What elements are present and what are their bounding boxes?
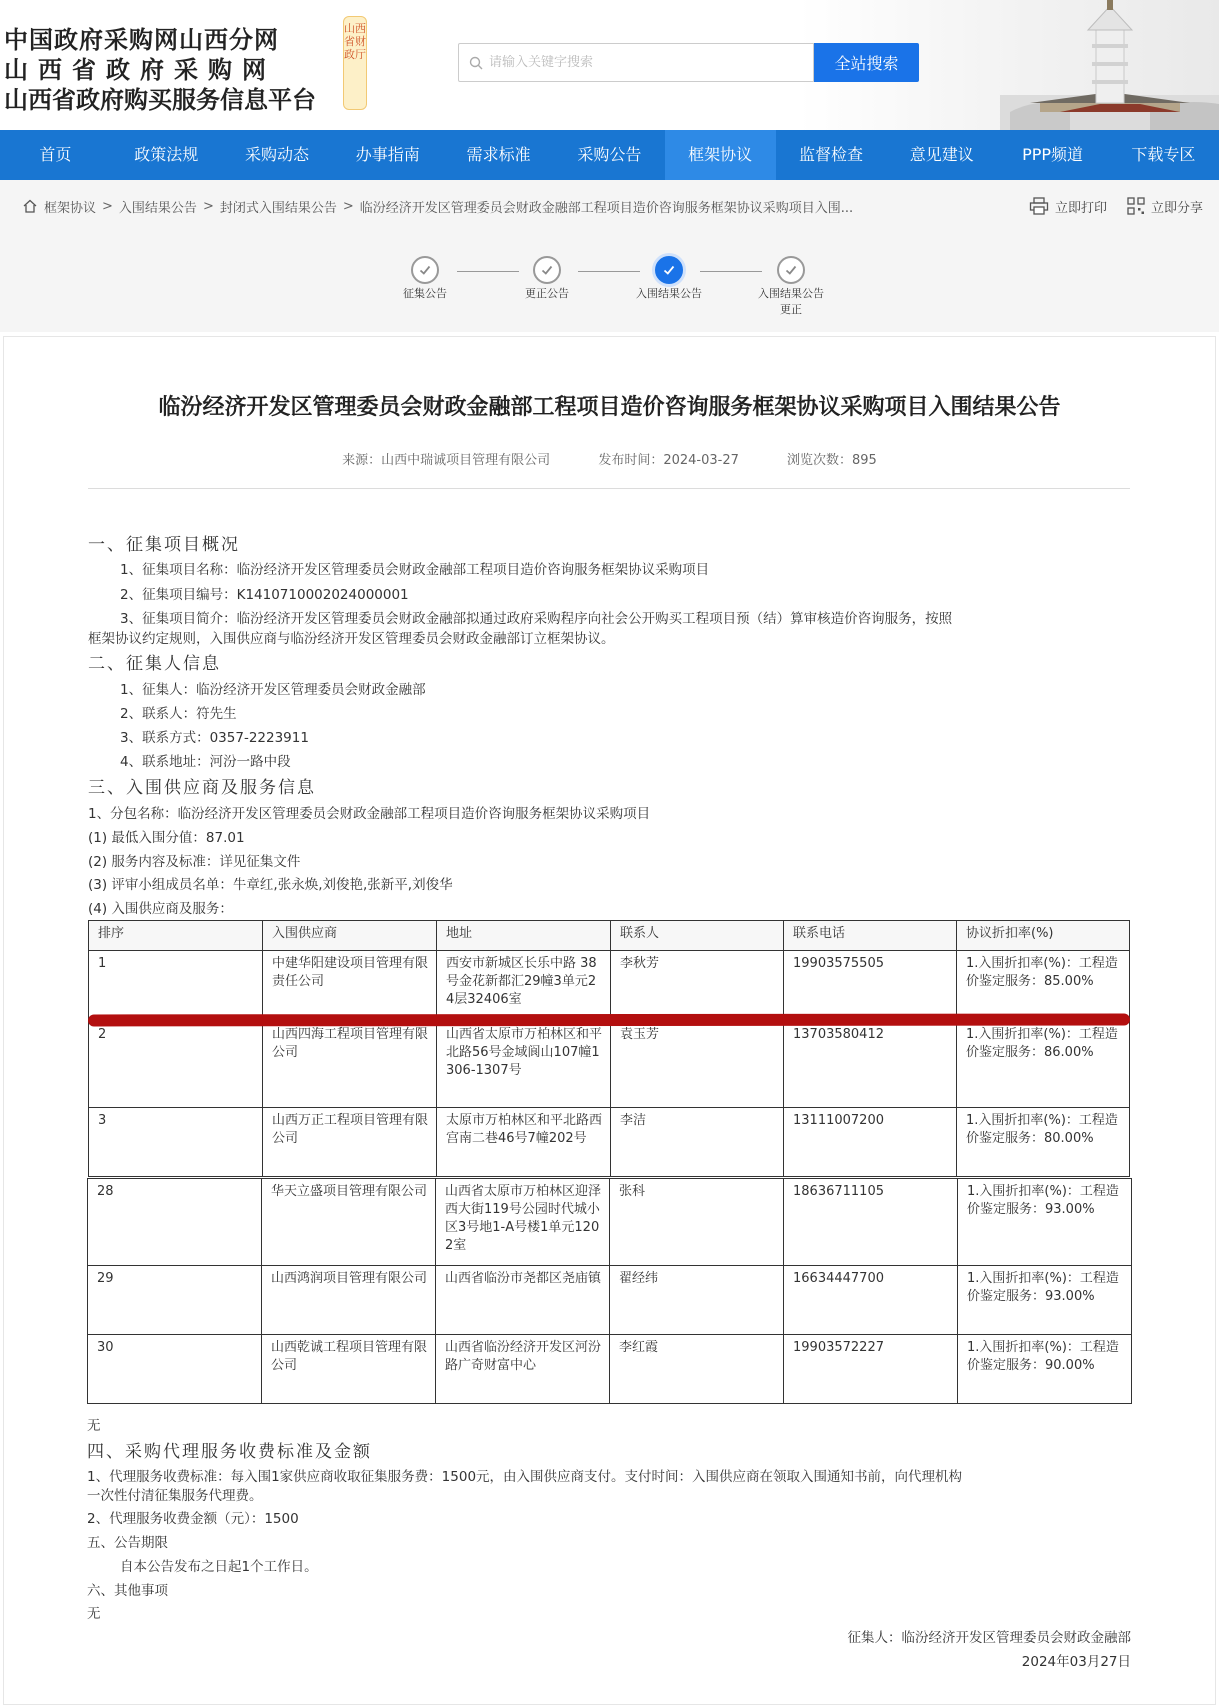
project-intro-cont: 框架协议约定规则，入围供应商与临汾经济开发区管理委员会财政金融部订立框架协议。 (88, 631, 615, 647)
site-header (0, 0, 1219, 130)
qrcode-icon (1127, 197, 1145, 215)
header-address: 地址 (437, 921, 611, 951)
table-row (88, 1335, 1132, 1404)
article-title: 临汾经济开发区管理委员会财政金融部工程项目造价咨询服务框架协议采购项目入围结果公告 (158, 395, 1061, 420)
step-result-correction[interactable] (751, 256, 831, 318)
breadcrumb-item-framework[interactable]: 框架协议 (44, 200, 97, 216)
cell-supplier: 山西鸿润项目管理有限公司 (262, 1266, 436, 1335)
nav-supervision[interactable]: 监督检查 (798, 145, 863, 164)
nav-downloads[interactable]: 下载专区 (1131, 145, 1196, 164)
nav-home[interactable]: 首页 (39, 145, 72, 164)
table-row (89, 951, 1130, 1022)
breadcrumb-item-closed-results[interactable]: 封闭式入围结果公告 (219, 200, 337, 216)
section-heading: 五、公告期限 (87, 1535, 168, 1551)
notice-period: 自本公告发布之日起1个工作日。 (120, 1559, 318, 1575)
cell-discount: 1.入围折扣率(%)：工程造价鉴定服务：80.00% (957, 1108, 1130, 1177)
cell-address: 太原市万柏林区和平北路西宫南二巷46号7幢202号 (437, 1108, 611, 1177)
contact-address: 4、联系地址：河汾一路中段 (120, 754, 291, 770)
cell-discount: 1.入围折扣率(%)：工程造价鉴定服务：90.00% (958, 1335, 1132, 1404)
table-header-row (89, 921, 1130, 951)
cell-contact: 张科 (610, 1179, 784, 1266)
cell-address: 西安市新城区长乐中路 38 号金花新都汇29幢3单元24层32406室 (437, 951, 611, 1022)
none-text: 无 (87, 1606, 101, 1622)
red-highlight-stroke (88, 1014, 1130, 1027)
logo-line-2[interactable]: 山西省政府采购网 (4, 56, 276, 84)
fee-amount: 2、代理服务收费金额（元）：1500 (87, 1511, 299, 1527)
article-source: 来源：山西中瑞诚项目管理有限公司 (342, 453, 551, 468)
printer-icon (1029, 197, 1049, 215)
cell-supplier: 中建华阳建设项目管理有限责任公司 (263, 951, 437, 1022)
table-row (88, 1266, 1132, 1335)
check-icon (655, 256, 683, 284)
share-label: 立即分享 (1150, 200, 1203, 216)
cell-rank: 30 (88, 1335, 262, 1404)
cell-supplier: 山西乾诚工程项目管理有限公司 (262, 1335, 436, 1404)
cell-phone: 13111007200 (784, 1108, 957, 1177)
article-publish-time: 发布时间：2024-03-27 (598, 453, 739, 468)
main-nav (0, 130, 1219, 180)
progress-steps (0, 232, 1219, 332)
step-label: 征集公告 (403, 287, 447, 300)
review-members: (3) 评审小组成员名单：牛章红,张永焕,刘俊艳,张新平,刘俊华 (88, 877, 453, 893)
cell-supplier: 华天立盛项目管理有限公司 (262, 1179, 436, 1266)
divider (88, 488, 1130, 489)
none-text: 无 (87, 1418, 101, 1434)
breadcrumb-separator: > (342, 198, 354, 214)
cell-address: 山西省太原市万柏林区迎泽西大街119号公园时代城小区3号地1-A号楼1单元1202室 (436, 1179, 610, 1266)
breadcrumb-item-current: 临汾经济开发区管理委员会财政金融部工程项目造价咨询服务框架协议采购项目入围... (359, 200, 854, 216)
fee-standard-cont: 一次性付清征集服务代理费。 (87, 1488, 263, 1504)
supplier-intro: (4) 入围供应商及服务： (88, 901, 233, 917)
nav-announcements[interactable]: 采购公告 (577, 145, 642, 164)
section-heading: 一、征集项目概况 (88, 535, 240, 555)
step-result[interactable] (629, 256, 709, 302)
print-label: 立即打印 (1054, 200, 1107, 216)
header-supplier: 入围供应商 (263, 921, 437, 951)
article-meta (0, 449, 1219, 468)
supplier-table-bottom (87, 1178, 1132, 1404)
nav-policy[interactable]: 政策法规 (134, 145, 199, 164)
cell-supplier: 山西万正工程项目管理有限公司 (263, 1108, 437, 1177)
cell-contact: 翟经纬 (610, 1266, 784, 1335)
cell-rank: 28 (88, 1179, 262, 1266)
supplier-table-top (88, 920, 1130, 1177)
page-actions (1029, 180, 1203, 232)
logo-line-3[interactable]: 山西省政府购买服务信息平台 (4, 86, 316, 114)
print-button[interactable] (1029, 197, 1107, 216)
header-contact: 联系人 (611, 921, 784, 951)
section-heading: 三、入围供应商及服务信息 (88, 778, 316, 798)
service-content: (2) 服务内容及标准：详见征集文件 (88, 854, 301, 870)
cell-discount: 1.入围折扣率(%)：工程造价鉴定服务：86.00% (957, 1022, 1130, 1108)
section-heading: 四、采购代理服务收费标准及金额 (87, 1442, 372, 1462)
search-input[interactable] (489, 55, 809, 70)
nav-news[interactable]: 采购动态 (244, 145, 309, 164)
cell-rank: 2 (89, 1022, 263, 1108)
table-row (89, 1108, 1130, 1177)
article-views: 浏览次数：895 (787, 453, 877, 468)
solicitor: 1、征集人：临汾经济开发区管理委员会财政金融部 (120, 682, 426, 698)
cell-discount: 1.入围折扣率(%)：工程造价鉴定服务：93.00% (958, 1179, 1132, 1266)
cell-phone: 18636711105 (784, 1179, 958, 1266)
project-intro: 3、征集项目简介：临汾经济开发区管理委员会财政金融部拟通过政府采购程序向社会公开购买工程项目预（结）算审核造价咨询服务，按照 (120, 611, 953, 627)
pagoda-illustration (1000, 0, 1219, 130)
nav-standards[interactable]: 需求标准 (466, 145, 531, 164)
nav-feedback[interactable]: 意见建议 (909, 145, 974, 164)
search-button[interactable]: 全站搜索 (814, 43, 919, 82)
step-label: 更正公告 (525, 287, 569, 300)
check-icon (533, 256, 561, 284)
search-icon (469, 56, 483, 70)
table-row (88, 1179, 1132, 1266)
step-correction[interactable] (507, 256, 587, 302)
nav-guide[interactable]: 办事指南 (355, 145, 420, 164)
cell-rank: 3 (89, 1108, 263, 1177)
home-icon[interactable] (22, 198, 38, 214)
breadcrumb-separator: > (202, 198, 214, 214)
check-icon (777, 256, 805, 284)
signature-date: 2024年03月27日 (1021, 1654, 1131, 1670)
section-heading: 二、征集人信息 (88, 654, 221, 674)
cell-contact: 李秋芳 (611, 951, 784, 1022)
package-name: 1、分包名称：临汾经济开发区管理委员会财政金融部工程项目造价咨询服务框架协议采购项目 (88, 806, 651, 822)
section-heading: 六、其他事项 (87, 1583, 168, 1599)
check-icon (411, 256, 439, 284)
cell-phone: 19903572227 (784, 1335, 958, 1404)
project-name: 1、征集项目名称：临汾经济开发区管理委员会财政金融部工程项目造价咨询服务框架协议采购项目 (120, 562, 710, 578)
share-button[interactable] (1127, 197, 1203, 216)
logo-line-1[interactable]: 中国政府采购网山西分网 (4, 26, 279, 54)
cell-rank: 29 (88, 1266, 262, 1335)
search-box[interactable] (458, 43, 814, 82)
contact-phone: 3、联系方式：0357-2223911 (120, 730, 309, 746)
cell-phone: 13703580412 (784, 1022, 957, 1108)
signature-org: 征集人：临汾经济开发区管理委员会财政金融部 (847, 1630, 1131, 1646)
cell-address: 山西省临汾市尧都区尧庙镇 (436, 1266, 610, 1335)
contact-person: 2、联系人：符先生 (120, 706, 237, 722)
cell-contact: 李洁 (611, 1108, 784, 1177)
table-row (89, 1022, 1130, 1108)
cell-contact: 李红霞 (610, 1335, 784, 1404)
cell-discount: 1.入围折扣率(%)：工程造价鉴定服务：85.00% (957, 951, 1130, 1022)
cell-address: 山西省太原市万柏林区和平北路56号金域阆山107幢1306-1307号 (437, 1022, 611, 1108)
header-phone: 联系电话 (784, 921, 957, 951)
step-label: 入围结果公告更正 (758, 287, 824, 316)
cell-phone: 19903575505 (784, 951, 957, 1022)
breadcrumb-bar (0, 180, 1219, 232)
cell-supplier: 山西四海工程项目管理有限公司 (263, 1022, 437, 1108)
cell-contact: 袁玉芳 (611, 1022, 784, 1108)
fee-standard: 1、代理服务收费标准：每入围1家供应商收取征集服务费：1500元，由入围供应商支付。支付时间：入围供应商在领取入围通知书前，向代理机构 (87, 1469, 963, 1485)
cell-rank: 1 (89, 951, 263, 1022)
step-solicitation[interactable] (385, 256, 465, 302)
nav-ppp[interactable]: PPP频道 (1022, 145, 1084, 164)
project-number: 2、征集项目编号：K1410710002024000001 (120, 587, 409, 603)
breadcrumb-item-results[interactable]: 入围结果公告 (118, 200, 197, 216)
cell-address: 山西省临汾经济开发区河汾路广奇财富中心 (436, 1335, 610, 1404)
header-rank: 排序 (89, 921, 263, 951)
header-discount: 协议折扣率(%) (957, 921, 1130, 951)
step-label: 入围结果公告 (636, 287, 702, 300)
breadcrumb-separator: > (102, 198, 113, 214)
breadcrumb (22, 180, 853, 232)
cell-discount: 1.入围折扣率(%)：工程造价鉴定服务：93.00% (958, 1266, 1132, 1335)
min-score: (1) 最低入围分值：87.01 (88, 830, 245, 846)
cell-phone: 16634447700 (784, 1266, 958, 1335)
nav-framework[interactable]: 框架协议 (665, 130, 776, 180)
finance-dept-seal: 山西省财政厅 (343, 16, 367, 110)
